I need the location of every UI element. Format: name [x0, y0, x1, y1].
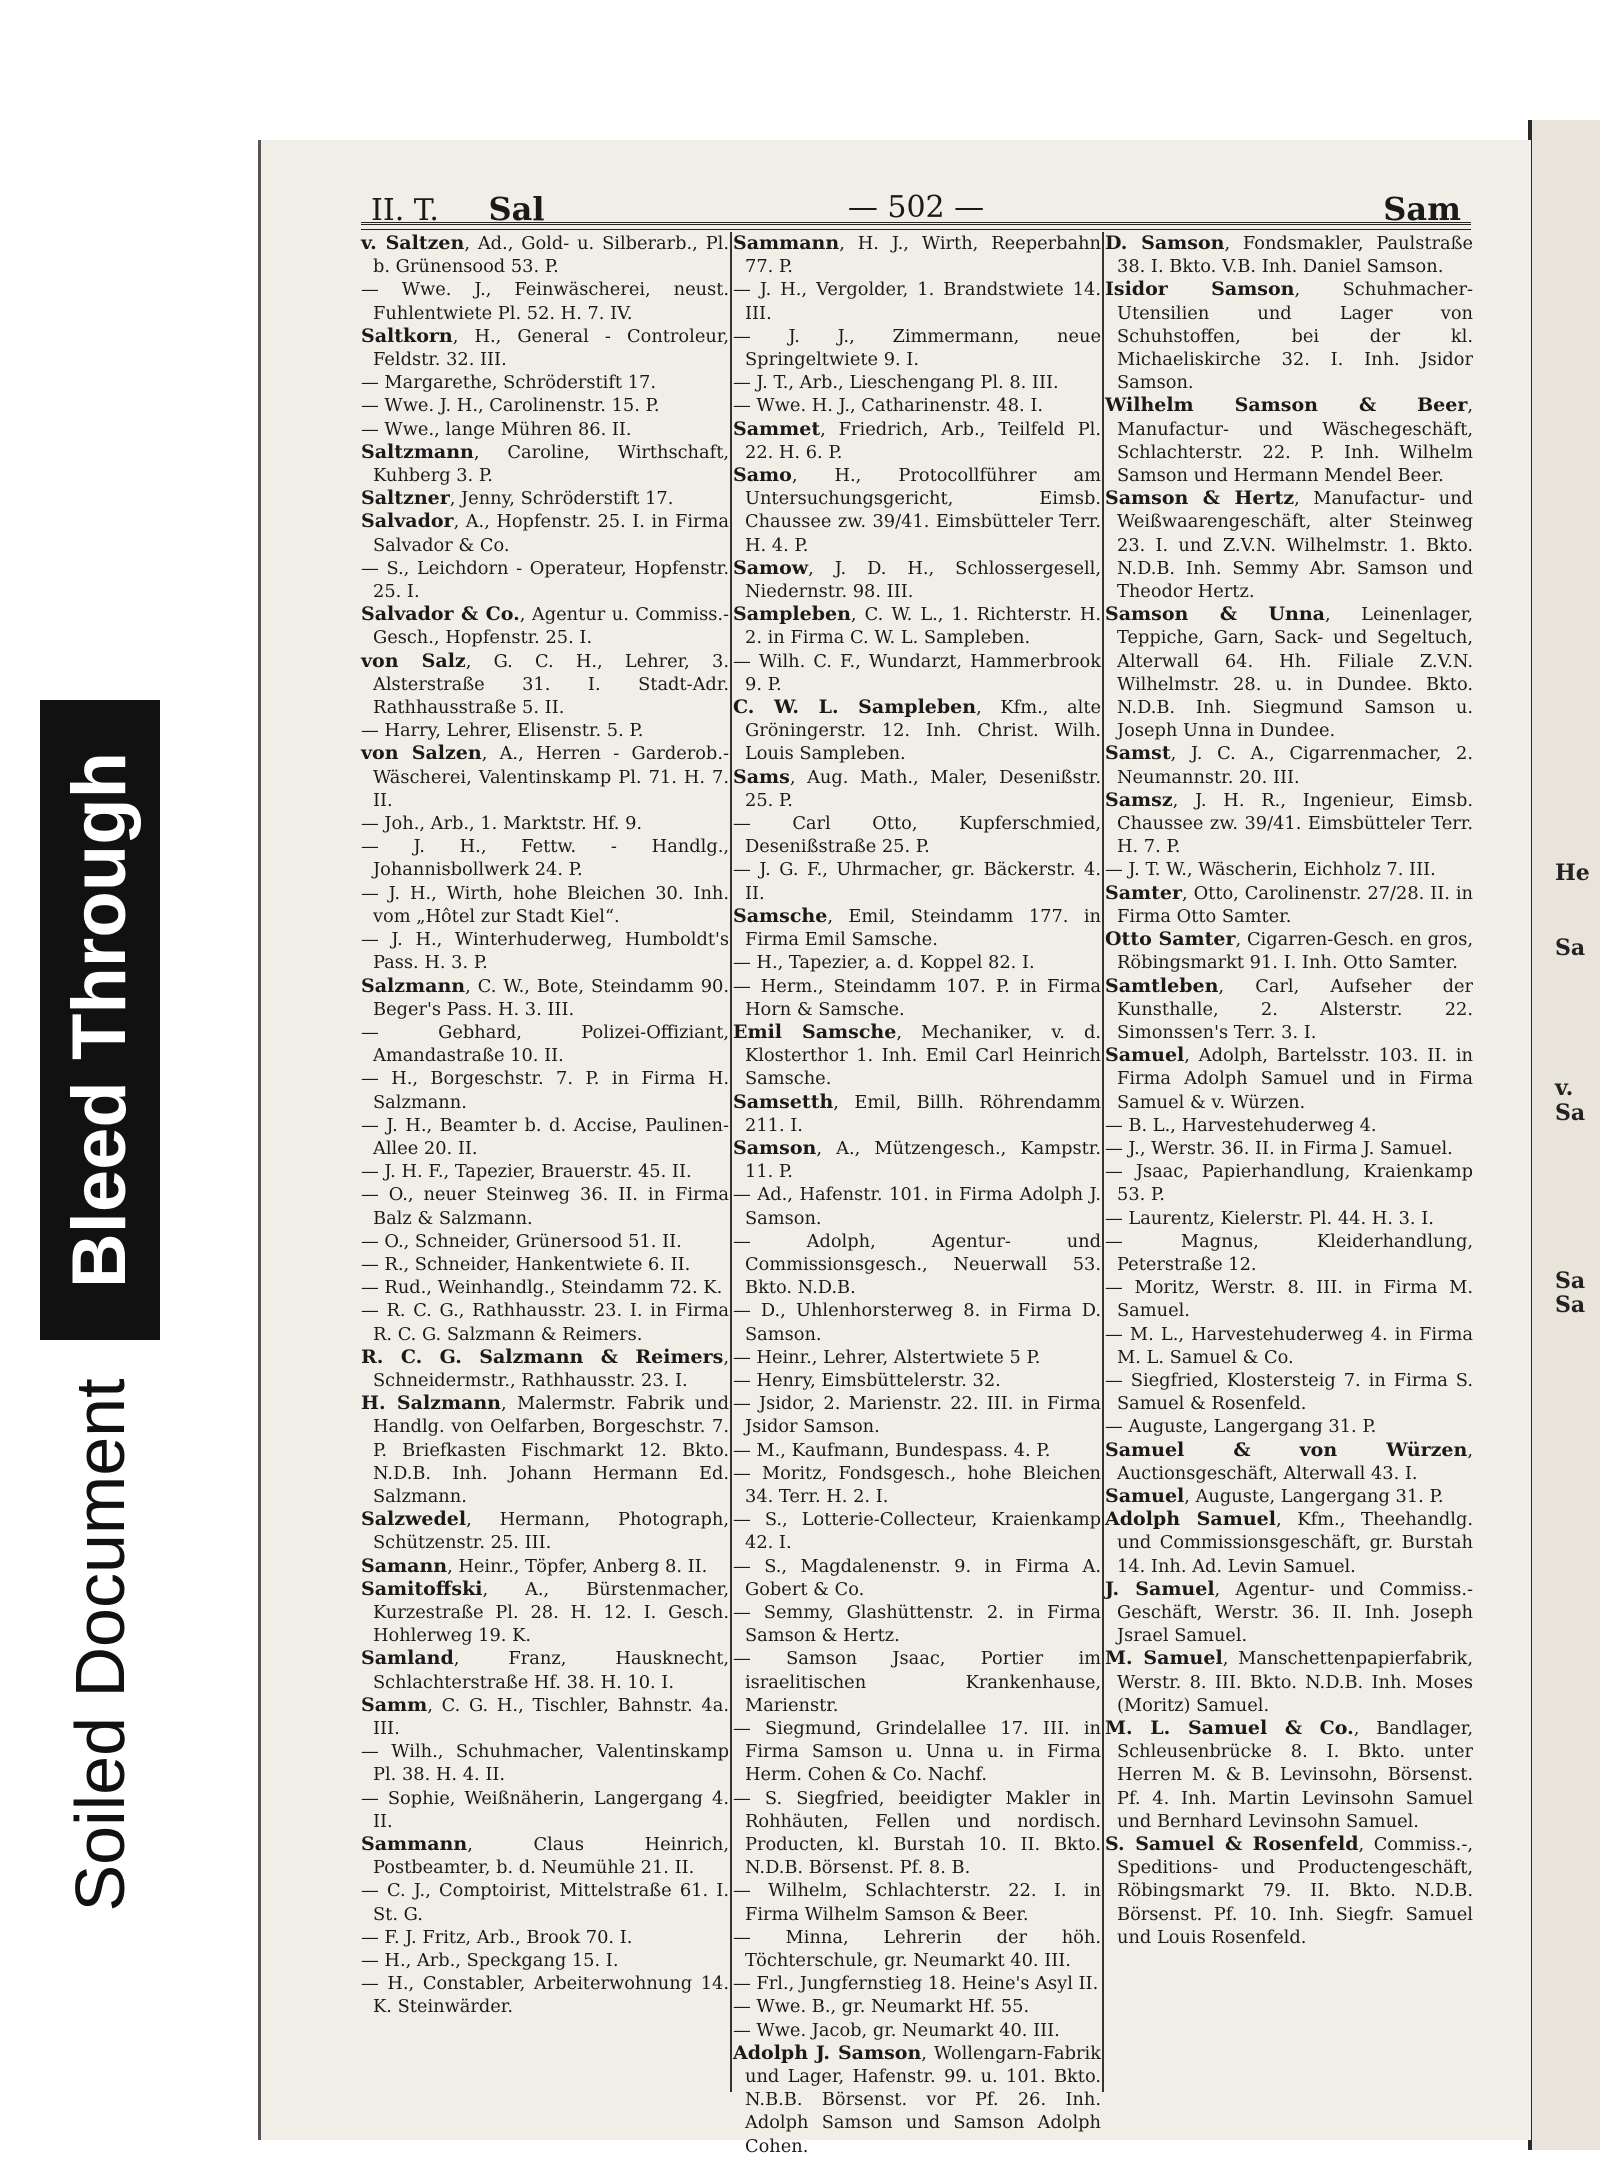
entry-surname: von Salz [361, 649, 466, 672]
directory-entry [1105, 1044, 1473, 1114]
entry-surname: Samuel & von Würzen [1105, 1438, 1468, 1461]
directory-entry [733, 464, 1101, 557]
entry-surname: Otto Samter [1105, 928, 1236, 951]
bleed-through-stamp: Bleed Through [40, 700, 160, 1340]
entry-details: , Schneidermstr., Rathhausstr. 23. I. [373, 1346, 729, 1391]
adjacent-page-fragment: Sa [1555, 1268, 1586, 1294]
entry-details: — Henry, Eimsbüttelerstr. 32. [733, 1369, 1001, 1391]
directory-entry [733, 858, 1101, 904]
entry-surname: Sams [733, 765, 790, 788]
entry-details: , J. C. A., Cigarrenmacher, 2. Neumannstr. 20. III. [1117, 743, 1473, 788]
directory-entry [1105, 742, 1473, 788]
directory-entry [361, 1879, 729, 1925]
column-2 [733, 232, 1101, 2157]
directory-entry [361, 1647, 729, 1693]
entry-surname: Adolph J. Samson [733, 2041, 922, 2064]
entry-surname: Sammann [361, 1833, 468, 1856]
entry-surname: Wilhelm Samson & Beer [1105, 394, 1468, 417]
entry-details: — Siegfried, Klostersteig 7. in Firma S. Samuel & Rosenfeld. [1105, 1369, 1473, 1415]
entry-details: — J. H., Beamter b. d. Accise, Paulinen-Allee 20. II. [361, 1114, 729, 1159]
directory-page [258, 140, 1531, 2157]
entry-details: — Wwe., lange Mühren 86. II. [361, 418, 632, 440]
directory-entry [733, 1555, 1101, 1601]
directory-entry [733, 1995, 1101, 2018]
directory-entry [733, 1369, 1101, 1392]
directory-entry [733, 766, 1101, 812]
entry-surname: Samitoffski [361, 1577, 483, 1600]
entry-surname: Saltzner [361, 487, 450, 510]
directory-entry [733, 1137, 1101, 1183]
entry-details: , Malermstr. Fabrik und Handlg. von Oelfarben, Borgeschstr. 7. P. Briefkasten Fischmarkt 12. Bkto. N.D.B. Inh. Johann Hermann Ed. Salzmann. [373, 1393, 729, 1507]
directory-entry [733, 1346, 1101, 1369]
entry-details: — Wwe. Jacob, gr. Neumarkt 40. III. [733, 2019, 1060, 2041]
entry-surname: Samsz [1105, 788, 1173, 811]
entry-details: — J. H. F., Tapezier, Brauerstr. 45. II. [361, 1161, 692, 1183]
entry-surname: Samm [361, 1693, 428, 1716]
directory-entry [361, 812, 729, 835]
entry-details: — S., Lotterie-Collecteur, Kraienkamp 42. I. [733, 1509, 1101, 1554]
entry-details: — H., Borgeschstr. 7. P. in Firma H. Salzmann. [361, 1068, 729, 1113]
entry-details: , Manufactur- und Wäschegeschäft, Schlachterstr. 22. P. Inh. Wilhelm Samson und Hermann Mendel Beer. [1117, 395, 1473, 487]
entry-surname: Samuel [1105, 1044, 1185, 1067]
directory-entry [361, 510, 729, 556]
adjacent-page-fragment: Sa [1555, 935, 1586, 961]
directory-entry [733, 812, 1101, 858]
directory-entry [733, 1392, 1101, 1438]
entry-details: , Adolph, Bartelsstr. 103. II. in Firma Adolph Samuel und in Firma Samuel & v. Würzen. [1117, 1045, 1473, 1113]
entry-details: — S. Siegfried, beeidigter Makler in Rohhäuten, Fellen und nordisch. Producten, kl. Burstah 10. II. Bkto. N.D.B. Börsenst. Pf. 8. B. [733, 1787, 1101, 1879]
entry-details: — J. T. W., Wäscherin, Eichholz 7. III. [1105, 859, 1436, 881]
entry-details: — Harry, Lehrer, Elisenstr. 5. P. [361, 720, 644, 742]
entry-surname: Samst [1105, 742, 1171, 765]
entry-details: , Kfm., Theehandlg. und Commissionsgeschäft, gr. Burstah 14. Inh. Ad. Levin Samuel. [1117, 1509, 1474, 1577]
directory-entry [733, 1787, 1101, 1880]
entry-details: — H., Tapezier, a. d. Koppel 82. I. [733, 952, 1035, 974]
entry-details: , A., Bürstenmacher, Kurzestraße Pl. 28. H. 12. I. Gesch. Hohlerweg 19. K. [373, 1578, 729, 1647]
directory-entry [733, 603, 1101, 649]
adjacent-page-edge [1528, 120, 1600, 2150]
entry-details: , Agentur- und Commiss.-Geschäft, Werstr. 36. II. Inh. Joseph Jsrael Samuel. [1117, 1578, 1473, 1647]
directory-entry [733, 1647, 1101, 1717]
directory-entry [361, 557, 729, 603]
directory-entry [1105, 1717, 1473, 1833]
directory-entry [1105, 1276, 1473, 1322]
entry-details: — S., Magdalenenstr. 9. in Firma A. Gobert & Co. [733, 1555, 1101, 1600]
page-number: — 502 — [847, 190, 985, 225]
directory-entry [361, 1949, 729, 1972]
entry-details: — Wilhelm, Schlachterstr. 22. I. in Firma Wilhelm Samson & Beer. [733, 1880, 1101, 1925]
entry-details: , A., Mützengesch., Kampstr. 11. P. [745, 1137, 1101, 1183]
header-rule [361, 222, 1471, 230]
directory-entry [361, 487, 729, 510]
entry-surname: Salzmann [361, 974, 466, 997]
column-3 [1105, 232, 1473, 2092]
entry-details: — Laurentz, Kielerstr. Pl. 44. H. 3. I. [1105, 1207, 1434, 1229]
entry-surname: Samann [361, 1554, 448, 1577]
directory-entry [361, 1276, 729, 1299]
directory-entry [1105, 278, 1473, 394]
entry-surname: C. W. L. Sampleben [733, 696, 977, 719]
entry-details: , Aug. Math., Maler, Desenißstr. 25. P. [745, 766, 1101, 811]
entry-surname: Samsetth [733, 1090, 834, 1113]
directory-entry [361, 1972, 729, 2018]
directory-entry [361, 1230, 729, 1253]
entry-details: , H., General - Controleur, Feldstr. 32. III. [373, 325, 729, 371]
directory-entry [1105, 1439, 1473, 1485]
directory-entry [361, 1253, 729, 1276]
entry-surname: Samland [361, 1647, 454, 1670]
directory-entry [1105, 928, 1473, 974]
adjacent-page-fragment: Sa [1555, 1100, 1586, 1126]
entry-details: — F. J. Fritz, Arb., Brook 70. I. [361, 1926, 633, 1948]
directory-entry [1105, 1160, 1473, 1206]
directory-entry [733, 232, 1101, 278]
entry-details: , Ad., Gold- u. Silberarb., Pl. b. Grünensood 53. P. [373, 233, 730, 278]
entry-surname: von Salzen [361, 742, 482, 765]
entry-details: — Joh., Arb., 1. Marktstr. Hf. 9. [361, 813, 643, 835]
entry-details: — Heinr., Lehrer, Alstertwiete 5 P. [733, 1346, 1041, 1368]
entry-details: , Hermann, Photograph, Schützenstr. 25. III. [373, 1509, 729, 1554]
entry-details: , Leinenlager, Teppiche, Garn, Sack- und Segeltuch, Alterwall 64. Hh. Filiale Z.V.N. Wilhelmstr. 28. u. in Dundee. Bkto. N.D.B. Inh. Siegmund Samson u. Joseph Unna in Dundee. [1117, 604, 1474, 742]
entry-surname: D. Samson [1105, 232, 1225, 254]
directory-entry [733, 1717, 1101, 1787]
entry-surname: Samson & Hertz [1105, 487, 1295, 510]
entry-details: — Sophie, Weißnäherin, Langergang 4. II. [361, 1787, 729, 1832]
entry-details: — Wilh., Schuhmacher, Valentinskamp Pl. 38. H. 4. II. [361, 1741, 729, 1786]
directory-entry [733, 1439, 1101, 1462]
entry-details: — Moritz, Werstr. 8. III. in Firma M. Samuel. [1105, 1277, 1473, 1322]
entry-details: — J. J., Zimmermann, neue Springeltwiete 9. I. [733, 325, 1101, 371]
entry-surname: Salzwedel [361, 1508, 467, 1531]
entry-surname: Samsche [733, 904, 828, 927]
directory-entry [733, 371, 1101, 394]
directory-entry [733, 650, 1101, 696]
directory-entry [361, 742, 729, 812]
entry-details: — Carl Otto, Kupferschmied, Desenißstraße 25. P. [733, 813, 1101, 858]
entry-details: , Manufactur- und Weißwaarengeschäft, alter Steinweg 23. I. und Z.V.N. Wilhelmstr. 1. Bkto. N.D.B. Inh. Semmy Abr. Samson und Theodor Hertz. [1117, 488, 1473, 603]
entry-details: , J. D. H., Schlossergesell, Niedernstr. 98. III. [745, 557, 1101, 603]
entry-details: — Moritz, Fondsgesch., hohe Bleichen 34. Terr. H. 2. I. [733, 1462, 1101, 1507]
directory-entry [361, 1694, 729, 1740]
entry-details: — H., Constabler, Arbeiterwohnung 14. K. Steinwärder. [361, 1973, 729, 2018]
directory-entry [1105, 882, 1473, 928]
entry-surname: Sammet [733, 417, 821, 440]
entry-surname: H. Salzmann [361, 1392, 501, 1415]
directory-entry [1105, 1230, 1473, 1276]
directory-entry [361, 325, 729, 371]
entry-details: — Jsaac, Papierhandlung, Kraienkamp 53. P. [1105, 1161, 1473, 1206]
entry-details: — Wwe. B., gr. Neumarkt Hf. 55. [733, 1996, 1030, 2018]
directory-entry [1105, 1578, 1473, 1648]
entry-details: , Emil, Steindamm 177. in Firma Emil Samsche. [745, 905, 1101, 951]
entry-details: , Otto, Carolinenstr. 27/28. II. in Firma Otto Samter. [1117, 882, 1473, 927]
entry-details: , C. W., Bote, Steindamm 90. Beger's Pass. H. 3. III. [373, 975, 729, 1020]
directory-entry [733, 1601, 1101, 1647]
column-divider [1102, 232, 1104, 2092]
entry-surname: Isidor Samson [1105, 278, 1295, 301]
soiled-document-stamp: Soiled Document [61, 1378, 139, 1912]
directory-entry [361, 719, 729, 742]
entry-details: — Frl., Jungfernstieg 18. Heine's Asyl II. [733, 1973, 1099, 1995]
entry-details: , G. C. H., Lehrer, 3. Alsterstraße 31. I. Stadt-Adr. Rathhausstraße 5. II. [373, 650, 729, 719]
directory-entry [733, 325, 1101, 371]
directory-entry [1105, 232, 1473, 278]
entry-details: — J. H., Fettw. - Handlg., Johannisbollwerk 24. P. [361, 836, 729, 881]
entry-details: — Jsidor, 2. Marienstr. 22. III. in Firma Jsidor Samson. [733, 1393, 1101, 1438]
entry-surname: Saltzmann [361, 440, 474, 463]
adjacent-page-fragment: Sa [1555, 1292, 1586, 1318]
directory-entry [1105, 1137, 1473, 1160]
scan-margin [0, 0, 260, 2177]
entry-details: , Commiss.-, Speditions- und Productengeschäft, Röbingsmarkt 79. II. Bkto. N.D.B. Börsenst. Pf. 10. Inh. Siegfr. Samuel und Louis Rosenfeld. [1117, 1834, 1473, 1948]
entry-details: , Franz, Hausknecht, Schlachterstraße Hf. 38. H. 10. I. [373, 1648, 729, 1693]
directory-entry [361, 278, 729, 324]
entry-details: , Agentur u. Commiss.-Gesch., Hopfenstr. 25. I. [373, 604, 730, 649]
entry-details: , Cigarren-Gesch. en gros, Röbingsmarkt 91. I. Inh. Otto Samter. [1117, 929, 1474, 974]
directory-entry [733, 975, 1101, 1021]
entry-details: , J. H. R., Ingenieur, Eimsb. Chaussee zw. 39/41. Eimsbütteler Terr. H. 7. P. [1117, 789, 1473, 858]
entry-details: , H. J., Wirth, Reeperbahn 77. P. [745, 233, 1101, 278]
entry-surname: Emil Samsche [733, 1020, 897, 1043]
directory-entry [733, 1021, 1101, 1091]
entry-surname: Samter [1105, 881, 1183, 904]
entry-details: — Auguste, Langergang 31. P. [1105, 1416, 1377, 1438]
entry-surname: Adolph Samuel [1105, 1508, 1276, 1531]
entry-details: , Friedrich, Arb., Teilfeld Pl. 22. H. 6. P. [745, 418, 1101, 463]
directory-entry [1105, 1485, 1473, 1508]
directory-entry [733, 905, 1101, 951]
entry-details: , Claus Heinrich, Postbeamter, b. d. Neumühle 21. II. [373, 1834, 729, 1879]
entry-surname: S. Samuel & Rosenfeld [1105, 1833, 1359, 1856]
directory-entry [361, 1555, 729, 1578]
entry-details: , Schuhmacher-Utensilien und Lager von Schuhstoffen, bei der kl. Michaeliskirche 32. I. Inh. Jsidor Samson. [1117, 279, 1473, 394]
directory-entry [1105, 789, 1473, 859]
entry-details: — Magnus, Kleiderhandlung, Peterstraße 12. [1105, 1230, 1473, 1275]
directory-entry [361, 928, 729, 974]
entry-details: , H., Protocollführer am Untersuchungsgericht, Eimsb. Chaussee zw. 39/41. Eimsbütteler Terr. H. 4. P. [745, 465, 1101, 556]
entry-surname: Samtleben [1105, 974, 1219, 997]
entry-details: — Samson Jsaac, Portier im israelitischen Krankenhause, Marienstr. [733, 1648, 1101, 1716]
column-1 [361, 232, 729, 2092]
entry-details: — M. L., Harvestehuderweg 4. in Firma M. L. Samuel & Co. [1105, 1323, 1473, 1368]
section-right: Sam [1383, 190, 1461, 228]
entry-details: , Wollengarn-Fabrik und Lager, Hafenstr. 99. u. 101. Bkto. N.B.B. Börsenst. vor Pf. 26. Inh. Adolph Samson und Samson Adolph Cohen. [745, 2042, 1101, 2157]
directory-entry [361, 394, 729, 417]
directory-entry [1105, 1508, 1473, 1578]
entry-details: , Manschettenpapierfabrik, Werstr. 8. III. Bkto. N.D.B. Inh. Moses (Moritz) Samuel. [1117, 1648, 1473, 1716]
entry-details: — Rud., Weinhandlg., Steindamm 72. K. [361, 1277, 723, 1299]
directory-entry [733, 696, 1101, 766]
entry-details: , Caroline, Wirthschaft, Kuhberg 3. P. [373, 441, 729, 487]
entry-details: — Ad., Hafenstr. 101. in Firma Adolph J. Samson. [733, 1184, 1101, 1229]
entry-details: — R., Schneider, Hankentwiete 6. II. [361, 1253, 691, 1275]
directory-entry [733, 1230, 1101, 1300]
directory-entry [361, 1183, 729, 1229]
directory-entry [1105, 1207, 1473, 1230]
entry-details: , Kfm., alte Gröningerstr. 12. Inh. Christ. Wilh. Louis Sampleben. [745, 697, 1101, 765]
entry-details: — Semmy, Glashüttenstr. 2. in Firma Samson & Hertz. [733, 1601, 1101, 1647]
entry-details: — J. T., Arb., Lieschengang Pl. 8. III. [733, 372, 1059, 394]
entry-details: — Adolph, Agentur- und Commissionsgesch., Neuerwall 53. Bkto. N.D.B. [733, 1230, 1101, 1299]
entry-details: — M., Kaufmann, Bundespass. 4. P. [733, 1439, 1051, 1461]
directory-entry [361, 603, 729, 649]
entry-surname: M. L. Samuel & Co. [1105, 1717, 1354, 1739]
entry-details: — O., neuer Steinweg 36. II. in Firma Balz & Salzmann. [361, 1184, 729, 1229]
entry-details: , C. G. H., Tischler, Bahnstr. 4a. III. [373, 1694, 729, 1739]
directory-entry [361, 371, 729, 394]
directory-entry [1105, 394, 1473, 487]
directory-entry [361, 1114, 729, 1160]
entry-details: — Herm., Steindamm 107. P. in Firma Horn & Samsche. [733, 975, 1101, 1020]
entry-surname: Salvador [361, 510, 454, 533]
directory-entry [1105, 1415, 1473, 1438]
entry-details: — Minna, Lehrerin der höh. Töchterschule, gr. Neumarkt 40. III. [733, 1926, 1101, 1972]
directory-entry [733, 278, 1101, 324]
directory-entry [361, 1740, 729, 1786]
directory-entry [733, 2019, 1101, 2042]
entry-details: — C. J., Comptoirist, Mittelstraße 61. I. St. G. [361, 1880, 729, 1925]
directory-entry [1105, 1833, 1473, 1949]
directory-entry [733, 1183, 1101, 1229]
entry-details: , Carl, Aufseher der Kunsthalle, 2. Alsterstr. 22. Simonssen's Terr. 3. I. [1117, 975, 1473, 1043]
directory-entry [733, 1299, 1101, 1345]
entry-details: , Heinr., Töpfer, Anberg 8. II. [447, 1555, 708, 1577]
entry-surname: Samson & Unna [1105, 603, 1325, 626]
entry-details: — Wwe. J. H., Carolinenstr. 15. P. [361, 395, 660, 417]
entry-details: — J. G. F., Uhrmacher, gr. Bäckerstr. 4. II. [733, 859, 1101, 904]
directory-columns [361, 232, 1474, 2157]
entry-surname: Saltkorn [361, 324, 453, 347]
entry-surname: R. C. G. Salzmann & Reimers [361, 1345, 724, 1368]
directory-entry [361, 1160, 729, 1183]
entry-details: — H., Arb., Speckgang 15. I. [361, 1950, 619, 1972]
directory-entry [733, 394, 1101, 417]
entry-details: — J., Werstr. 36. II. in Firma J. Samuel. [1105, 1137, 1453, 1159]
entry-details: , Emil, Billh. Röhrendamm 211. I. [745, 1091, 1101, 1136]
entry-surname: Samow [733, 556, 809, 579]
directory-entry [361, 1067, 729, 1113]
entry-details: — J. H., Wirth, hohe Bleichen 30. Inh. vom „Hôtel zur Stadt Kiel“. [361, 882, 729, 927]
entry-details: , Mechaniker, v. d. Klosterthor 1. Inh. Emil Carl Heinrich Samsche. [745, 1021, 1101, 1090]
entry-details: — Margarethe, Schröderstift 17. [361, 372, 656, 394]
directory-entry [361, 232, 729, 278]
entry-surname: v. Saltzen [361, 232, 465, 254]
directory-entry [733, 951, 1101, 974]
entry-details: — Wwe. H. J., Catharinenstr. 48. I. [733, 395, 1044, 417]
entry-surname: Sammann [733, 232, 840, 254]
directory-entry [361, 650, 729, 720]
directory-entry [361, 1346, 729, 1392]
entry-surname: J. Samuel [1105, 1577, 1215, 1600]
entry-details: — D., Uhlenhorsterweg 8. in Firma D. Samson. [733, 1300, 1101, 1345]
directory-entry [1105, 975, 1473, 1045]
directory-entry [1105, 1114, 1473, 1137]
directory-entry [361, 1392, 729, 1508]
entry-details: — Wilh. C. F., Wundarzt, Hammerbrook 9. P. [733, 650, 1101, 695]
entry-details: — R. C. G., Rathhausstr. 23. I. in Firma R. C. G. Salzmann & Reimers. [361, 1300, 729, 1345]
directory-entry [361, 835, 729, 881]
entry-details: , Auguste, Langergang 31. P. [1184, 1485, 1444, 1507]
entry-details: , Fondsmakler, Paulstraße 38. I. Bkto. V.B. Inh. Daniel Samson. [1117, 233, 1473, 278]
directory-entry [361, 882, 729, 928]
entry-details: — O., Schneider, Grünersood 51. II. [361, 1230, 682, 1252]
entry-details: — Siegmund, Grindelallee 17. III. in Firma Samson u. Unna u. in Firma Herm. Cohen & Co. Nachf. [733, 1718, 1101, 1786]
entry-details: — B. L., Harvestehuderweg 4. [1105, 1114, 1377, 1136]
entry-details: , Bandlager, Schleusenbrücke 8. I. Bkto. unter Herren M. & B. Levinsohn, Börsenst. Pf. 4. Inh. Martin Levinsohn Samuel und Bernhard Levinsohn Samuel. [1117, 1718, 1473, 1832]
directory-entry [361, 1021, 729, 1067]
directory-entry [361, 975, 729, 1021]
adjacent-page-fragment: v. [1555, 1075, 1574, 1101]
directory-entry [361, 1508, 729, 1554]
entry-surname: Samson [733, 1136, 817, 1159]
entry-surname: Samo [733, 464, 792, 487]
column-divider [730, 232, 732, 2092]
directory-entry [733, 1879, 1101, 1925]
directory-entry [733, 418, 1101, 464]
entry-details: — Wwe. J., Feinwäscherei, neust. Fuhlentwiete Pl. 52. H. 7. IV. [361, 279, 729, 324]
volume-label: II. T. [371, 193, 439, 228]
directory-entry [361, 1833, 729, 1879]
directory-entry [1105, 1647, 1473, 1717]
directory-entry [733, 1972, 1101, 1995]
entry-details: — J. H., Vergolder, 1. Brandstwiete 14. III. [733, 279, 1101, 324]
page-header [371, 180, 1461, 240]
entry-details: , Auctionsgeschäft, Alterwall 43. I. [1117, 1439, 1473, 1484]
entry-details: — S., Leichdorn - Operateur, Hopfenstr. 25. I. [361, 557, 729, 603]
entry-surname: Samuel [1105, 1484, 1185, 1507]
entry-surname: Salvador & Co. [361, 603, 520, 626]
entry-details: , C. W. L., 1. Richterstr. H. 2. in Firma C. W. L. Sampleben. [745, 604, 1101, 649]
directory-entry [361, 1299, 729, 1345]
directory-entry [733, 1091, 1101, 1137]
directory-entry [733, 1926, 1101, 1972]
directory-entry [1105, 603, 1473, 742]
directory-entry [361, 418, 729, 441]
directory-entry [733, 1462, 1101, 1508]
entry-surname: M. Samuel [1105, 1647, 1223, 1670]
entry-details: — J. H., Winterhuderweg, Humboldt's Pass. H. 3. P. [361, 929, 729, 974]
directory-entry [361, 1787, 729, 1833]
directory-entry [361, 1926, 729, 1949]
directory-entry [733, 557, 1101, 603]
entry-details: — Gebhard, Polizei-Offiziant, Amandastraße 10. II. [361, 1021, 729, 1067]
entry-details: , A., Herren - Garderob.-Wäscherei, Valentinskamp Pl. 71. H. 7. II. [373, 743, 729, 811]
section-left: Sal [488, 190, 545, 228]
directory-entry [733, 1508, 1101, 1554]
directory-entry [1105, 487, 1473, 603]
directory-entry [361, 441, 729, 487]
entry-details: , Jenny, Schröderstift 17. [449, 488, 674, 510]
directory-entry [1105, 1323, 1473, 1369]
directory-entry [1105, 1369, 1473, 1415]
directory-entry [733, 2042, 1101, 2158]
adjacent-page-fragment: He [1555, 860, 1590, 886]
entry-details: , A., Hopfenstr. 25. I. in Firma Salvador & Co. [373, 511, 729, 556]
directory-entry [1105, 858, 1473, 881]
entry-surname: Sampleben [733, 603, 851, 626]
directory-entry [361, 1578, 729, 1648]
